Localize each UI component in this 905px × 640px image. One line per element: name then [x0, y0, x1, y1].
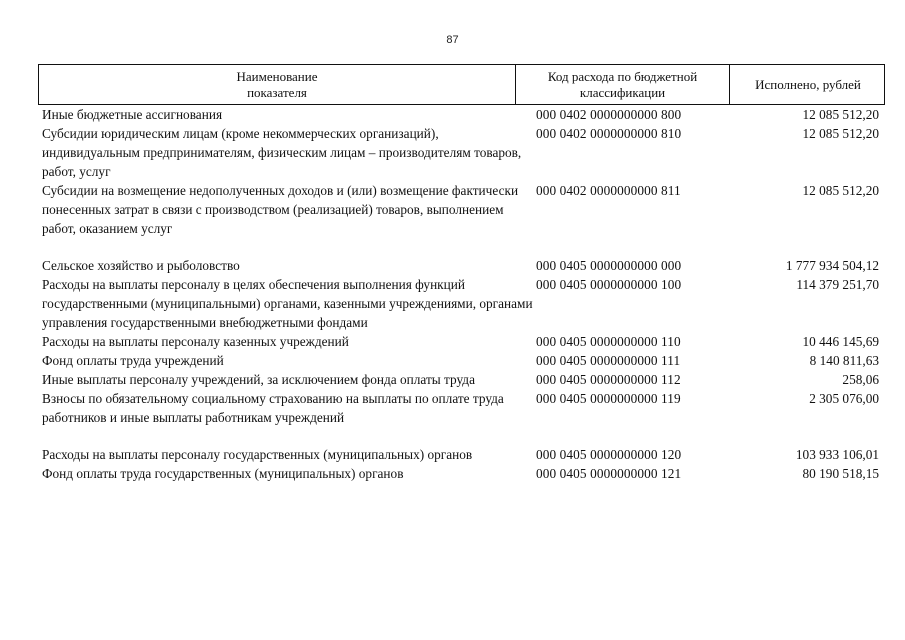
row-code: 000 0405 0000000000 120 [536, 447, 682, 462]
row-amount: 8 140 811,63 [809, 353, 879, 368]
row-spacer [38, 427, 885, 445]
row-amount: 1 777 934 504,12 [785, 258, 879, 273]
row-code: 000 0405 0000000000 112 [536, 372, 681, 387]
row-name: Иные выплаты персоналу учреждений, за исключением фонда оплаты труда [42, 372, 475, 387]
row-name: Иные бюджетные ассигнования [42, 107, 223, 122]
row-name: Расходы на выплаты персоналу казенных учреждений [42, 334, 349, 349]
table-row [38, 332, 885, 351]
row-name: Субсидии на возмещение недополученных доходов и (или) возмещение фактически понесенных затрат в связи с производством (реализацией) товаров, выполнением работ, оказанием услуг [42, 183, 519, 236]
row-name: Расходы на выплаты персоналу государственных (муниципальных) органов [42, 447, 473, 462]
table-row [38, 181, 885, 238]
page-number: 87 [446, 34, 459, 46]
row-name: Фонд оплаты труда учреждений [42, 353, 224, 368]
row-code: 000 0405 0000000000 000 [536, 258, 682, 273]
table-row [38, 124, 885, 181]
table-header [38, 64, 885, 105]
row-code: 000 0405 0000000000 121 [536, 466, 682, 481]
row-code: 000 0405 0000000000 111 [536, 353, 681, 368]
table-row [38, 351, 885, 370]
row-amount: 10 446 145,69 [802, 334, 879, 349]
table-row [38, 256, 885, 275]
table-row [38, 370, 885, 389]
row-code: 000 0405 0000000000 100 [536, 277, 682, 292]
row-amount: 258,06 [842, 372, 879, 387]
row-amount: 103 933 106,01 [795, 447, 879, 462]
budget-table [38, 64, 885, 483]
row-code: 000 0402 0000000000 810 [536, 126, 682, 141]
row-name: Взносы по обязательному социальному страхованию на выплаты по оплате труда работников и иные выплаты работникам учреждений [42, 391, 504, 425]
row-amount: 12 085 512,20 [802, 126, 879, 141]
header-amount: Исполнено, рублей [755, 76, 861, 92]
table-row [38, 275, 885, 332]
table-row [38, 105, 885, 124]
row-code: 000 0405 0000000000 110 [536, 334, 681, 349]
table-row [38, 445, 885, 464]
row-amount: 12 085 512,20 [802, 107, 879, 122]
row-code: 000 0405 0000000000 119 [536, 391, 681, 406]
row-amount: 80 190 518,15 [802, 466, 879, 481]
table-row [38, 389, 885, 427]
row-name: Субсидии юридическим лицам (кроме некоммерческих организаций), индивидуальным предпринимателям, физическим лицам – производителям товаров, работ, услуг [42, 126, 522, 179]
header-name: Наименование показателя [39, 65, 516, 104]
row-spacer [38, 238, 885, 256]
row-name: Фонд оплаты труда государственных (муниципальных) органов [42, 466, 404, 481]
table-row [38, 464, 885, 483]
row-code: 000 0402 0000000000 811 [536, 183, 681, 198]
row-code: 000 0402 0000000000 800 [536, 107, 682, 122]
header-code: Код расхода по бюджетной классификации [516, 65, 730, 104]
row-name: Расходы на выплаты персоналу в целях обеспечения выполнения функций государственными (муниципальными) органами, казенными учреждениями, органами управления государственными внебюджетными фондами [42, 277, 533, 330]
row-amount: 114 379 251,70 [796, 277, 879, 292]
row-amount: 2 305 076,00 [809, 391, 879, 406]
row-name: Сельское хозяйство и рыболовство [42, 258, 240, 273]
row-amount: 12 085 512,20 [802, 183, 879, 198]
